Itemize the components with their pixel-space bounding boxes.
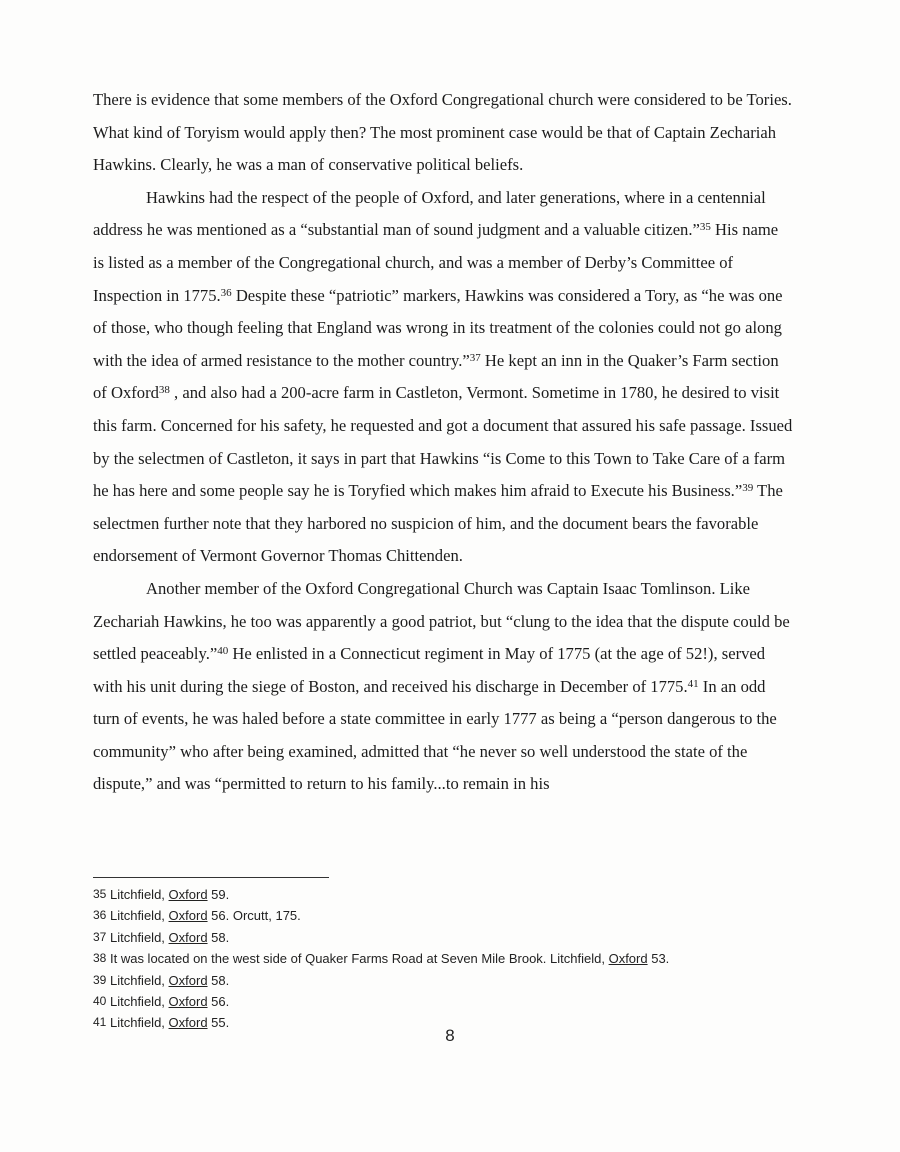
footnote-citation: Litchfield,: [109, 994, 165, 1010]
footnote-pages: 59.: [211, 887, 230, 902]
footnote: [93, 905, 793, 926]
footnote: [93, 948, 793, 969]
paragraph: [93, 84, 793, 182]
footnote-citation: Litchfield,: [109, 887, 165, 902]
footnote-ref: 36: [220, 286, 232, 299]
paragraph-text: There is evidence that some members of the Oxford Congregational church were considered to be Tories. What kind of Toryism would apply then? The most prominent case would be that of Captain Zechariah Hawkins. Clearly, he was a man of conservative political beliefs.: [93, 90, 792, 175]
footnote-title: Oxford: [168, 929, 208, 945]
footnote-citation: Litchfield,: [109, 1015, 165, 1031]
footnote-pages: 56.: [211, 994, 230, 1010]
footnote-number: 38: [93, 951, 107, 966]
paragraph-text: Despite these “patriotic” markers, Hawkins was considered a Tory, as “he was one of those, who though feeling that England was wrong in its treatment of the colonies could not go along with the idea of armed resistance to the mother country.”: [93, 285, 783, 370]
footnote-citation: Litchfield,: [109, 908, 165, 924]
footnote: [93, 970, 793, 991]
footnote-ref: 35: [699, 221, 711, 234]
paragraph-text: Hawkins had the respect of the people of Oxford, and later generations, where in a centennial address he was mentioned as a “substantial man of sound judgment and a valuable citizen.”: [93, 187, 766, 240]
footnote-title: Oxford: [608, 951, 648, 967]
footnote-citation: It was located on the west side of Quaker Farms Road at Seven Mile Brook. Litchfield,: [109, 951, 605, 967]
footnote-number: 35: [93, 887, 107, 901]
footnote-number: 41: [93, 1015, 107, 1030]
paragraph: [93, 573, 793, 801]
footnote-ref: 39: [742, 482, 754, 495]
footnote-pages: 58.: [211, 929, 230, 945]
footnote-separator: [93, 877, 329, 878]
body-text: [93, 84, 793, 801]
footnote-ref: 37: [469, 351, 481, 364]
paragraph: [93, 182, 793, 573]
footnote-number: 39: [93, 972, 107, 987]
footnote-ref: 38: [158, 384, 170, 397]
footnote-title: Oxford: [168, 887, 208, 902]
footnote-title: Oxford: [168, 972, 208, 988]
footnote-number: 37: [93, 929, 107, 944]
paragraph-text: Another member of the Oxford Congregational Church was Captain Isaac Tomlinson. Like Zechariah Hawkins, he too was apparently a good patriot, but “clung to the idea that the dispute could be settled peaceably.”: [93, 578, 790, 664]
paragraph-text: He kept an inn in the Quaker’s Farm section of Oxford: [93, 350, 779, 403]
footnote-pages: 56. Orcutt, 175.: [211, 908, 301, 924]
footnote-number: 40: [93, 994, 107, 1009]
paragraph-text: In an odd turn of events, he was haled before a state committee in early 1777 as being a “person dangerous to the community” who after being examined, admitted that “he never so well understood the state of the dispute,” and was “permitted to return to his family...to remain in his: [93, 676, 777, 794]
paragraph-text: His name is listed as a member of the Congregational church, and was a member of Derby’s Committee of Inspection in 1775.: [93, 220, 779, 305]
footnote: [93, 927, 793, 948]
footnote-ref: 40: [217, 645, 229, 658]
footnote-title: Oxford: [168, 908, 208, 924]
footnotes: [93, 884, 793, 1034]
footnote-title: Oxford: [168, 1015, 208, 1031]
paragraph-text: The selectmen further note that they harbored no suspicion of him, and the document bears the favorable endorsement of Vermont Governor Thomas Chittenden.: [93, 481, 783, 566]
footnote: [93, 991, 793, 1012]
page-number: 8: [445, 1026, 455, 1045]
paragraph-text: , and also had a 200-acre farm in Castleton, Vermont. Sometime in 1780, he desired to visit this farm. Concerned for his safety, he requested and got a document that assured his safe passage. Issued by the selectmen of Castleton, it says in part that Hawkins “is Come to this Town to Take Care of a farm he has here and some people say he is Toryfied which makes him afraid to Execute his Business.”: [93, 383, 793, 501]
footnote-number: 36: [93, 908, 107, 923]
footnote-citation: Litchfield,: [109, 972, 165, 988]
footnote-citation: Litchfield,: [109, 929, 165, 945]
footnote-ref: 41: [687, 677, 699, 690]
footnote-pages: 55.: [211, 1015, 230, 1031]
footnote: [93, 884, 793, 905]
footnote-pages: 58.: [211, 972, 230, 988]
footnote-title: Oxford: [168, 994, 208, 1010]
footnote-pages: 53.: [651, 951, 670, 967]
paragraph-text: He enlisted in a Connecticut regiment in May of 1775 (at the age of 52!), served with his unit during the siege of Boston, and received his discharge in December of 1775.: [93, 644, 766, 696]
